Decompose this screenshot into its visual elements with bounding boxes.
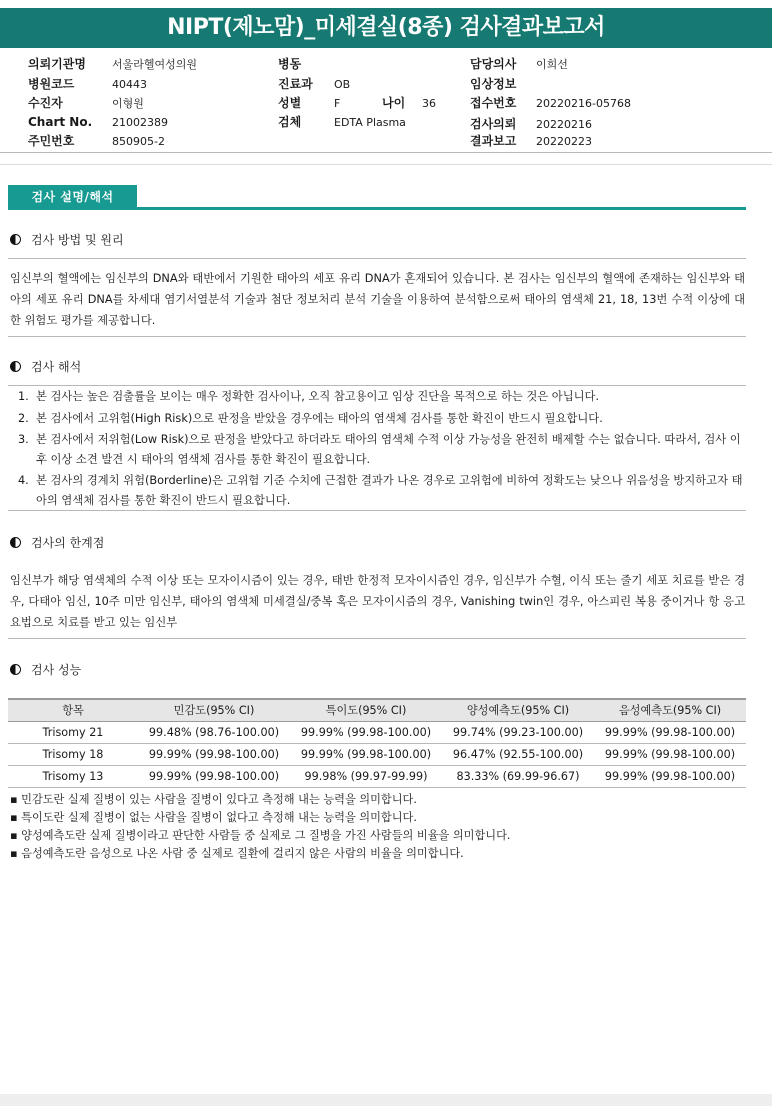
limitations-bottom-divider (8, 638, 746, 639)
method-divider (8, 258, 746, 259)
half-circle-icon (10, 234, 21, 245)
table-cell: 99.99% (99.98-100.00) (594, 743, 746, 765)
report-date-label: 결과보고 (470, 134, 517, 148)
specimen-label: 검체 (278, 115, 302, 129)
report-date-value: 20220223 (536, 135, 592, 148)
resident-no-label: 주민번호 (28, 134, 75, 148)
department-value: OB (334, 78, 351, 91)
list-item-text: 본 검사의 경계치 위험(Borderline)은 고위험 기준 수치에 근접한 결과가 나온 경우로 고위험에 비하여 정확도는 낮으나 위음성을 방지하고자 태아의 염색체 검사를 통한 확진이 반드시 필요합니다. (36, 474, 743, 507)
doctor-row (470, 55, 568, 73)
chart-no-row (28, 115, 168, 133)
column-header: 항목 (8, 699, 138, 721)
report-title: NIPT(제노맘)_미세결실(8종) 검사결과보고서 (0, 8, 772, 48)
half-circle-icon (10, 361, 21, 372)
receipt-no-label: 접수번호 (470, 96, 517, 110)
request-date-row (470, 115, 592, 133)
list-item: 1. 본 검사는 높은 검출률을 보이는 매우 정확한 검사이나, 오직 참고용이고 임상 진단을 목적으로 하는 것은 아닙니다. (18, 387, 746, 407)
table-cell: 99.99% (99.98-100.00) (138, 743, 290, 765)
chart-no-value: 21002389 (112, 116, 168, 129)
note-item: ▪ 특이도란 실제 질병이 없는 사람을 질병이 없다고 측정해 내는 능력을 의미합니다. (10, 811, 417, 824)
recipient-label: 수진자 (28, 96, 63, 110)
table-cell: Trisomy 13 (8, 765, 138, 787)
hospital-row (28, 55, 197, 73)
column-header: 음성예측도(95% CI) (594, 699, 746, 721)
performance-heading (10, 661, 81, 678)
sex-label: 성별 (278, 96, 302, 110)
limitations-heading-text: 검사의 한계점 (31, 536, 105, 550)
list-item-text: 본 검사는 높은 검출률을 보이는 매우 정확한 검사이나, 오직 참고용이고 임상 진단을 목적으로 하는 것은 아닙니다. (36, 390, 600, 403)
sex-value: F (334, 97, 341, 110)
sex-age-row (278, 94, 436, 112)
table-cell: 99.99% (99.98-100.00) (594, 721, 746, 743)
ward-label: 병동 (278, 57, 302, 71)
table-cell: Trisomy 21 (8, 721, 138, 743)
hospital-code-label: 병원코드 (28, 77, 75, 91)
table-row (8, 721, 746, 743)
note-item: ▪ 음성예측도란 음성으로 나온 사람 중 실제로 질환에 걸리지 않은 사람의 비율을 의미합니다. (10, 847, 464, 860)
clinical-info-row (470, 75, 536, 93)
recipient-row (28, 94, 144, 112)
age-label: 나이 (382, 96, 406, 110)
list-item-text: 본 검사에서 고위험(High Risk)으로 판정을 받았을 경우에는 태아의 염색체 검사를 통한 확진이 반드시 필요합니다. (36, 411, 603, 425)
info-divider (0, 152, 772, 153)
method-bottom-divider (8, 336, 746, 337)
specimen-value: EDTA Plasma (334, 116, 406, 129)
doctor-label: 담당의사 (470, 57, 517, 71)
table-header-row (8, 699, 746, 721)
department-row (278, 75, 350, 93)
table-row (8, 743, 746, 765)
method-heading-text: 검사 방법 및 원리 (31, 233, 124, 247)
table-cell: 83.33% (69.99-96.67) (442, 765, 594, 787)
receipt-no-value: 20220216-05768 (536, 97, 631, 110)
info-divider-secondary (0, 164, 772, 165)
note-item: ▪ 양성예측도란 실제 질병이라고 판단한 사람들 중 실제로 그 질병을 가진 사람들의 비율을 의미합니다. (10, 829, 511, 842)
list-item-text: 본 검사에서 저위험(Low Risk)으로 판정을 받았다고 하더라도 태아의 염색체 수적 이상 가능성을 완전히 배제할 수는 없습니다. 따라서, 검사 이후 이상 소견 발견 시 태아의 염색체 검사를 통한 확진이 필요합니다. (36, 433, 741, 466)
half-circle-icon (10, 664, 21, 675)
ward-row (278, 55, 334, 73)
specimen-row (278, 113, 406, 131)
limitations-text: 임신부가 해당 염색체의 수적 이상 또는 모자이시즘이 있는 경우, 태반 한정적 모자이시즘인 경우, 임신부가 수혈, 이식 또는 줄기 세포 치료를 받은 경우, 다태아 임신, 10주 미만 임신부, 태아의 염색체 미세결실/중복 혹은 모자이시즘의 경우, Vanishing twin인 경우, 아스피린 복용 중이거나 항 응고 요법으로 치료를 받고 있는 임신부 (10, 574, 745, 629)
note-item: ▪ 민감도란 실제 질병이 있는 사람을 질병이 있다고 측정해 내는 능력을 의미합니다. (10, 793, 417, 806)
chart-no-label: Chart No. (28, 115, 93, 129)
method-heading (10, 231, 124, 248)
hospital-label: 의뢰기관명 (28, 57, 86, 71)
list-item: 4. 본 검사의 경계치 위험(Borderline)은 고위험 기준 수치에 근접한 결과가 나온 경우로 고위험에 비하여 정확도는 낮으나 위음성을 방지하고자 태아의 염색체 검사를 통한 확진이 반드시 필요합니다. (18, 471, 746, 510)
table-cell: 96.47% (92.55-100.00) (442, 743, 594, 765)
report-date-row (470, 132, 592, 150)
interpretation-list (18, 387, 746, 511)
table-cell: Trisomy 18 (8, 743, 138, 765)
hospital-code-value: 40443 (112, 78, 147, 91)
half-circle-icon (10, 537, 21, 548)
table-cell: 99.99% (99.98-100.00) (138, 765, 290, 787)
resident-no-value: 850905-2 (112, 135, 165, 148)
limitations-heading (10, 534, 104, 551)
table-cell: 99.99% (99.98-100.00) (290, 721, 442, 743)
list-item: 2. 본 검사에서 고위험(High Risk)으로 판정을 받았을 경우에는 태아의 염색체 검사를 통한 확진이 반드시 필요합니다. (18, 409, 746, 429)
request-date-label: 검사의뢰 (470, 117, 517, 131)
tab-underline (8, 207, 746, 210)
clinical-info-label: 임상정보 (470, 77, 517, 91)
table-cell: 99.98% (99.97-99.99) (290, 765, 442, 787)
table-cell: 99.48% (98.76-100.00) (138, 721, 290, 743)
table-cell: 99.74% (99.23-100.00) (442, 721, 594, 743)
table-cell: 99.99% (99.98-100.00) (594, 765, 746, 787)
request-date-value: 20220216 (536, 118, 592, 131)
performance-notes (10, 791, 510, 863)
interpretation-heading-text: 검사 해석 (31, 360, 82, 374)
page-footer-bar (0, 1094, 772, 1106)
age-value: 36 (422, 97, 436, 110)
interpretation-divider (8, 385, 746, 386)
column-header: 특이도(95% CI) (290, 699, 442, 721)
column-header: 민감도(95% CI) (138, 699, 290, 721)
performance-table (8, 698, 746, 788)
list-item: 3. 본 검사에서 저위험(Low Risk)으로 판정을 받았다고 하더라도 태아의 염색체 수적 이상 가능성을 완전히 배제할 수는 없습니다. 따라서, 검사 이후 이상 소견 발견 시 태아의 염색체 검사를 통한 확진이 필요합니다. (18, 430, 746, 469)
department-label: 진료과 (278, 77, 313, 91)
hospital-value: 서울라헬여성의원 (112, 58, 198, 71)
performance-heading-text: 검사 성능 (31, 663, 82, 677)
recipient-value: 이형원 (112, 97, 144, 110)
column-header: 양성예측도(95% CI) (442, 699, 594, 721)
tab-exam-explanation[interactable]: 검사 설명/해석 (8, 185, 137, 209)
hospital-code-row (28, 75, 147, 93)
interpretation-bottom-divider (8, 510, 746, 511)
table-row (8, 765, 746, 787)
doctor-value: 이희선 (536, 58, 568, 71)
interpretation-heading (10, 358, 81, 375)
method-text: 임신부의 혈액에는 임신부의 DNA와 태반에서 기원한 태아의 세포 유리 DNA가 혼재되어 있습니다. 본 검사는 임신부의 혈액에 존재하는 임신부와 태아의 세포 유리 DNA를 차세대 염기서열분석 기술과 첨단 정보처리 분석 기술을 이용하여 분석함으로써 태아의 염색체 21, 18, 13번 수적 이상에 대한 위험도 평가를 제공합니다. (10, 272, 745, 327)
table-cell: 99.99% (99.98-100.00) (290, 743, 442, 765)
resident-no-row (28, 132, 165, 150)
receipt-no-row (470, 94, 631, 112)
